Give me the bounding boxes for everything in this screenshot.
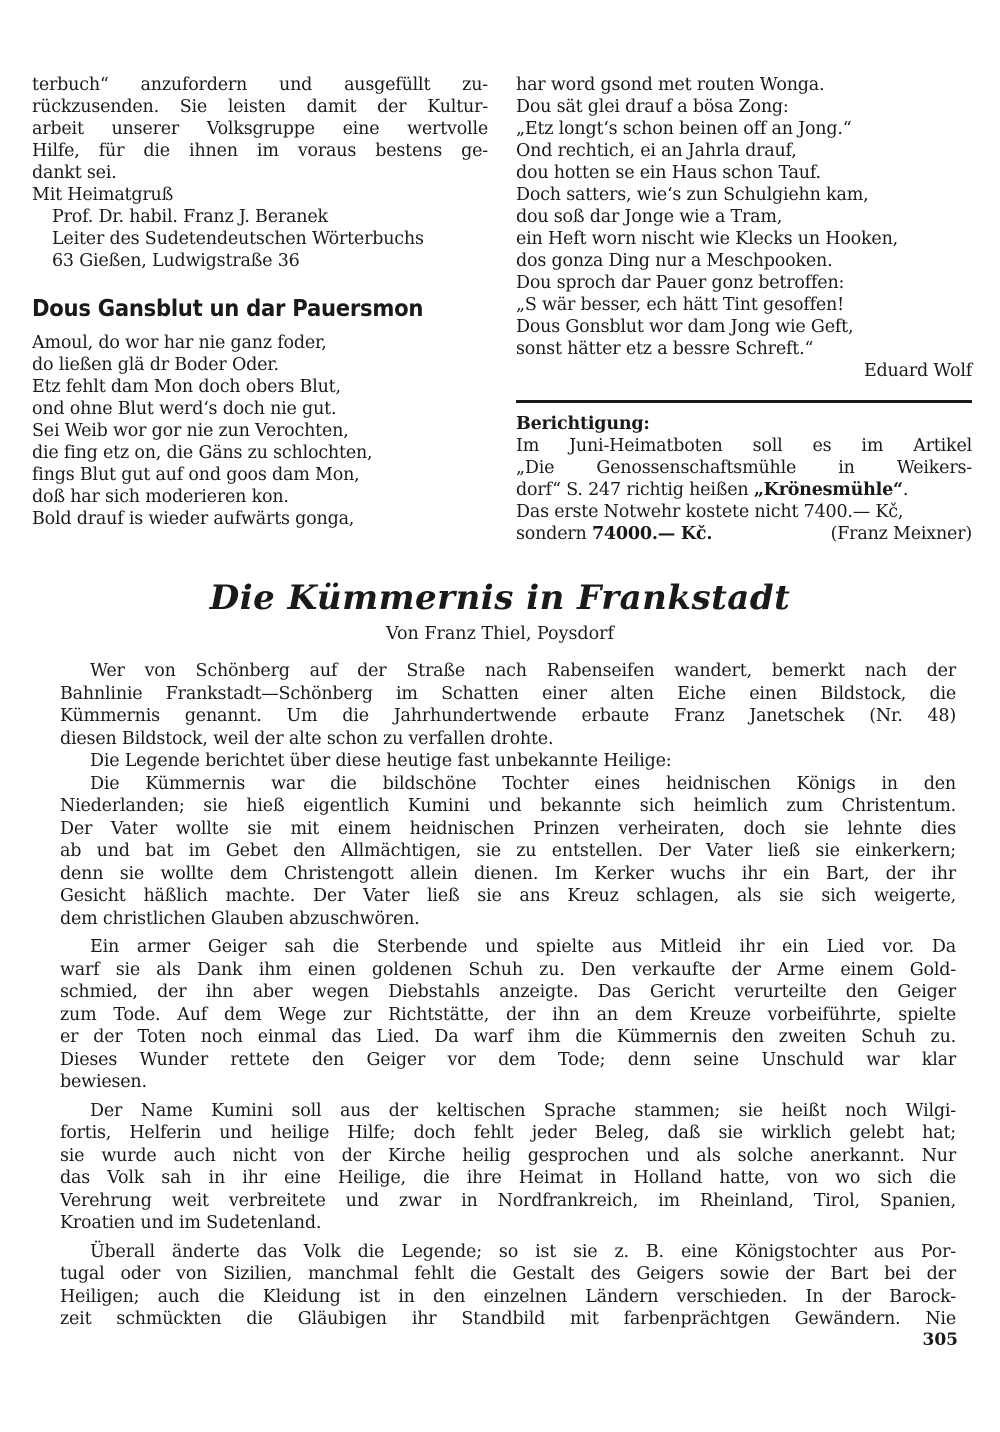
signature-block <box>32 206 488 272</box>
poem-line: Dou sproch dar Pauer gonz betroffen: <box>516 273 845 293</box>
article-paragraph <box>60 936 956 1094</box>
article-paragraph <box>60 660 956 750</box>
correction-credit: (Franz Meixner) <box>830 524 972 544</box>
poem-line: „Etz longt‘s schon beinen off an Jong.“ <box>516 119 852 139</box>
text-run: . <box>902 480 909 500</box>
text-line: Ein armer Geiger sah die Sterbende und spielte aus Mitleid ihr ein Lied vor. Da <box>90 937 956 957</box>
poem-line: ond ohne Blut werd‘s doch nie gut. <box>32 399 337 419</box>
page-number: 305 <box>922 1330 958 1350</box>
article-title: Die Kümmernis in Frankstadt <box>209 578 791 618</box>
text-line: Verehrung weit verbreitete und zwar in Nordfrankreich, im Rheinland, Tirol, Spanien, <box>60 1190 956 1211</box>
article-paragraph <box>60 1100 956 1235</box>
poem-line: Dous Gonsblut wor dam Jong wie Geft, <box>516 317 854 337</box>
text-line: Die Kümmernis war die bildschöne Tochter eines heidnischen Königs in den <box>90 773 956 794</box>
text-run: sondern <box>516 524 592 544</box>
text-line: diesen Bildstock, weil der alte schon zu verfallen drohte. <box>60 728 554 749</box>
text-line: Der Name Kumini soll aus der keltischen Sprache stammen; sie heißt noch Wilgi- <box>90 1100 956 1121</box>
text-line: rückzusenden. Sie leisten damit der Kultur- <box>32 97 488 117</box>
text-line: zum Tode. Auf dem Wege zur Richtstätte, der ihn an dem Kreuze vorbeiführte, spielte <box>60 1004 956 1025</box>
poem-line: Ond rechtich, ei an Jahrla drauf, <box>516 141 797 161</box>
poem-line: „S wär besser, ech hätt Tint gesoffen! <box>516 295 844 315</box>
poem-author: Eduard Wolf <box>863 361 972 381</box>
text-line: schmied, der ihn aber wegen Diebstahls anzeigte. Das Gericht verurteilte den Geiger <box>60 982 956 1002</box>
text-line: arbeit unserer Volksgruppe eine wertvolle <box>32 119 488 139</box>
text-line: ab und bat im Gebet den Allmächtigen, sie zu entstellen. Der Vater ließ sie einkerkern; <box>60 841 956 861</box>
text-line: Bahnlinie Frankstadt—Schönberg im Schatten einer alten Eiche einen Bildstock, die <box>60 683 956 704</box>
poem-line: Doch satters, wie‘s zun Schulgiehn kam, <box>516 185 869 205</box>
corrected-name: „Krönesmühle“ <box>753 480 903 500</box>
corrected-amount: 74000.— Kč. <box>591 524 713 544</box>
poem-line: Sei Weib wor gor nie zun Verochten, <box>32 421 349 441</box>
text-line: Kroatien und im Sudetenland. <box>60 1213 322 1233</box>
text-line: sie wurde auch nicht von der Kirche heilig gesprochen und als solche anerkannt. Nur <box>60 1145 956 1166</box>
text-line: Kümmernis genannt. Um die Jahrhundertwende erbaute Franz Janetschek (Nr. 48) <box>60 706 956 726</box>
text-line: dem christlichen Glauben abzuschwören. <box>60 908 420 929</box>
text-line: Niederlanden; sie hieß eigentlich Kumini und bekannte sich heimlich zum Christentum. <box>60 796 956 816</box>
article-byline: Von Franz Thiel, Poysdorf <box>385 624 615 644</box>
poem-line: har word gsond met routen Wonga. <box>516 75 825 95</box>
text-line: Im Juni-Heimatboten soll es im Artikel <box>516 436 972 456</box>
poem-title: Dous Gansblut un dar Pauersmon <box>32 296 424 322</box>
text-line: bewiesen. <box>60 1072 147 1092</box>
correction-body <box>516 435 972 545</box>
text-line: „Die Genossenschaftsmühle in Weikers- <box>516 458 972 478</box>
text-line: Der Vater wollte sie mit einem heidnischen Prinzen verheiraten, doch sie lehnte dies <box>60 818 956 839</box>
text-line: Gesicht häßlich machte. Der Vater ließ sie ans Kreuz schlagen, als sie sich weigerte, <box>60 886 956 906</box>
signature-line: Leiter des Sudetendeutschen Wörterbuchs <box>52 229 424 249</box>
text-line: denn sie wollte dem Christengott allein dienen. Im Kerker wuchs ihr ein Bart, der ihr <box>60 863 956 884</box>
section-divider <box>516 400 972 403</box>
signature-line: 63 Gießen, Ludwigstraße 36 <box>52 251 300 271</box>
poem-line: Etz fehlt dam Mon doch obers Blut, <box>32 377 341 397</box>
greeting: Mit Heimatgruß <box>32 185 174 205</box>
poem-line: ein Heft worn nischt wie Klecks un Hooken, <box>516 229 899 249</box>
poem-line: Bold drauf is wieder aufwärts gonga, <box>32 509 355 529</box>
text-line: Das erste Notwehr kostete nicht 7400.— Kč, <box>516 502 904 522</box>
poem-line: dou hotten se ein Haus schon Tauf. <box>516 163 821 183</box>
text-line: dankt sei. <box>32 163 117 183</box>
text-line: warf sie als Dank ihm einen goldenen Schuh zu. Den verkaufte der Arme einem Gold- <box>60 959 956 980</box>
article-paragraph <box>60 1241 956 1331</box>
poem-line: do ließen glä dr Boder Oder. <box>32 355 279 375</box>
text-line <box>516 479 972 501</box>
poem-part-one <box>32 332 488 530</box>
poem-line: dou soß dar Jonge wie a Tram, <box>516 207 783 227</box>
poem-line: Dou sät glei drauf a bösa Zong: <box>516 97 789 117</box>
article-body <box>60 660 956 1337</box>
poem-line: sonst hätter etz a bessre Schreft.“ <box>516 339 814 359</box>
poem-line: dos gonza Ding nur a Meschpooken. <box>516 251 833 271</box>
poem-part-two <box>516 74 972 360</box>
right-column <box>516 74 972 545</box>
text-line: Dieses Wunder rettete den Geiger vor dem Tode; denn seine Unschuld war klar <box>60 1049 956 1070</box>
text-line: Wer von Schönberg auf der Straße nach Rabenseifen wandert, bemerkt nach der <box>90 661 956 681</box>
signature-line: Prof. Dr. habil. Franz J. Beranek <box>52 207 328 227</box>
text-line: Heiligen; auch die Kleidung ist in den einzelnen Ländern verschieden. In der Barock- <box>60 1286 956 1307</box>
text-line: Die Legende berichtet über diese heutige fast unbekannte Heilige: <box>90 751 672 771</box>
text-line: zeit schmückten die Gläubigen ihr Standbild mit farbenprächtgen Gewändern. Nie <box>60 1309 956 1329</box>
text-run <box>516 523 712 545</box>
text-line: das Volk sah in ihr eine Heilige, die ihre Heimat in Holland hatte, von wo sich die <box>60 1168 956 1188</box>
text-line: Überall änderte das Volk die Legende; so ist sie z. B. eine Königstochter aus Por- <box>90 1241 956 1262</box>
article-paragraph <box>60 773 956 931</box>
text-line: tugal oder von Sizilien, manchmal fehlt die Gestalt des Geigers sowie der Bart bei der <box>60 1264 956 1284</box>
poem-line: doß har sich moderieren kon. <box>32 487 289 507</box>
correction-heading: Berichtigung: <box>516 414 650 434</box>
poem-line: fings Blut gut auf ond goos dam Mon, <box>32 465 360 485</box>
text-line: Hilfe, für die ihnen im voraus bestens ge- <box>32 141 488 161</box>
text-run: dorf“ S. 247 richtig heißen <box>516 480 754 500</box>
poem-line: die fing etz on, die Gäns zu schlochten, <box>32 443 373 463</box>
left-column <box>32 74 488 530</box>
text-line: terbuch“ anzufordern und ausgefüllt zu- <box>32 75 488 95</box>
text-line: fortis, Helferin und heilige Hilfe; doch fehlt jeder Beleg, daß sie wirklich gelebt hat; <box>60 1123 956 1143</box>
text-line: er der Toten noch einmal das Lied. Da warf ihm die Kümmernis den zweiten Schuh zu. <box>60 1027 956 1047</box>
correction-notice <box>516 413 972 545</box>
poem-line: Amoul, do wor har nie ganz foder, <box>32 333 327 353</box>
left-intro-text <box>32 74 488 184</box>
text-line <box>516 523 972 545</box>
article-paragraph <box>60 750 956 773</box>
